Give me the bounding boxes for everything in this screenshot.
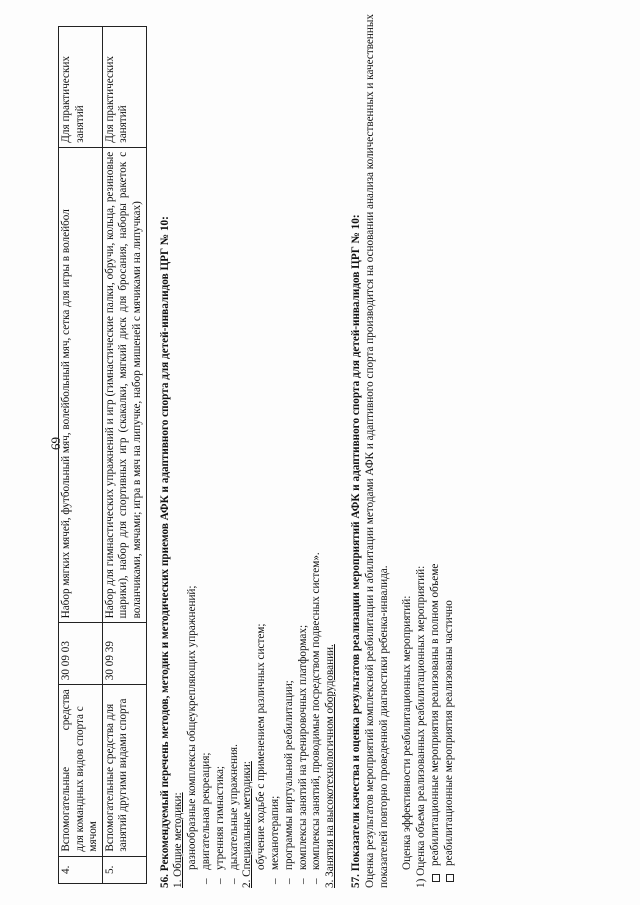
equipment-description: Набор для гимнастических упражнений и игр (гимнастические палки, обручи, кольца, резиновые шарики), набор для спортивных игр (скакалки, мягкий диск для бросания, наборы ракеток с воланчиками, мячами; игра в мяч на липучке, набор мишеней с мячиками на липучках): [102, 147, 146, 623]
general-methods-lead: разнообразные комплексы общеукрепляющих упражнений;: [186, 585, 199, 870]
row-number: 5.: [102, 856, 146, 883]
table-row: [102, 27, 146, 884]
list-item: – утренняя гимнастика;: [214, 8, 228, 888]
list-item: – комплексы занятий, проводимые посредством подвесных систем».: [310, 8, 324, 888]
checkbox-icon: [432, 874, 440, 882]
option-full: реабилитационные мероприятия реализованы в полном объеме: [429, 8, 443, 888]
equipment-description: Набор мягких мячей, футбольный мяч, волейбольный мяч, сетка для игры в волейбол: [59, 147, 103, 623]
page-number: 69: [48, 437, 63, 450]
list-item: – механотерапия;: [269, 8, 283, 888]
special-methods-title: 2. Специальные методики:: [241, 761, 254, 888]
equipment-purpose: Для практических занятий: [102, 27, 146, 148]
option-partial: реабилитационные мероприятия реализованы частично: [443, 8, 457, 888]
equipment-name: Вспомогательные средства для занятий другими видами спорта: [102, 685, 146, 856]
equipment-table: [58, 26, 147, 884]
section-57-heading: 57. Показатели качества и оценка результатов реализации мероприятий АФК и адаптивного спорта для детей-инвалидов ЦРГ № 10:: [349, 214, 362, 888]
section-57-paragraph: Оценка результатов мероприятий комплексной реабилитации и абилитации методами АФК и адаптивного спорта производится на основании анализа количественных и качественных показателей повторно проведенной диагностики ребенка-инвалида.: [363, 14, 390, 888]
list-item: – двигательная рекреация;: [200, 8, 214, 888]
page-content: [58, 8, 640, 888]
general-methods-title: 1. Общие методики:: [172, 792, 185, 888]
equipment-purpose: Для практических занятий: [59, 27, 103, 148]
special-methods-lead: обучение ходьбе с применением различных систем;: [255, 623, 268, 870]
equipment-name: Вспомогательные средства для командных видов спорта с мячом: [59, 685, 103, 856]
equipment-code: 30 09 03: [59, 623, 103, 685]
efficiency-title: Оценка эффективности реабилитационных мероприятий:: [401, 595, 414, 870]
list-item: – программы виртуальной реабилитации;: [283, 8, 297, 888]
checkbox-icon: [446, 874, 454, 882]
row-number: 4.: [59, 856, 103, 883]
list-item: – дыхательные упражнения.: [228, 8, 242, 888]
hitech-title: 3. Занятия на высокотехнологичном оборудовании.: [324, 644, 337, 888]
equipment-code: 30 09 39: [102, 623, 146, 685]
list-item: – комплексы занятий на тренировочных платформах;: [297, 8, 311, 888]
assessment-item-1: 1) Оценка объема реализованных реабилитационных мероприятий:: [415, 565, 428, 888]
section-56-heading: 56. Рекомендуемый перечень методов, методик и методических приемов АФК и адаптивного спорта для детей-инвалидов ЦРГ № 10:: [158, 216, 171, 888]
table-row: [59, 27, 103, 884]
